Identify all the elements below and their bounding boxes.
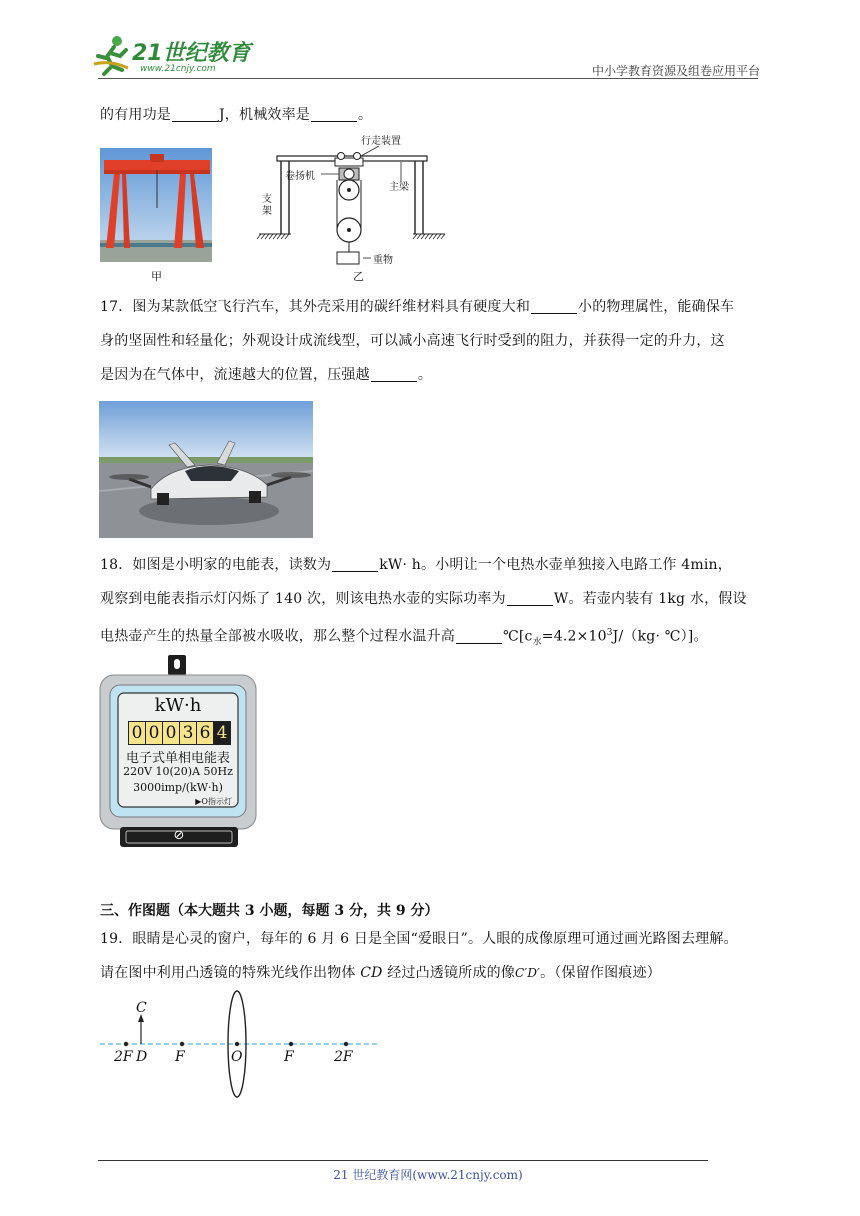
- meter-imp: 3000imp/(kW·h): [133, 781, 223, 794]
- section-title: 三、作图题（本大题共 3 小题，每题 3 分，共 9 分）: [100, 903, 439, 919]
- label-winch: 卷扬机: [285, 171, 315, 182]
- meter-bottom-icon: ⊘: [173, 828, 185, 843]
- footer-divider: [98, 1160, 708, 1161]
- runner-logo-icon: [92, 34, 132, 76]
- meter-unit: kW·h: [154, 695, 202, 716]
- meter-digit: 3: [180, 722, 197, 744]
- meter-digit: 0: [146, 722, 163, 744]
- fig-caption-jia: 甲: [151, 270, 162, 283]
- q16-text: 的有用功是 J，机械效率是 。: [100, 107, 373, 123]
- crane-diagram: [255, 132, 455, 282]
- label-beam: 主梁: [389, 182, 409, 193]
- q18-line1: 18．如图是小明家的电能表，读数为 kW· h。小明让一个电热水壶单独接入电路工作 4min，: [100, 557, 732, 573]
- fig-caption-yi: 乙: [353, 270, 364, 283]
- answer-blank[interactable]: [311, 107, 357, 122]
- answer-blank[interactable]: [531, 299, 577, 314]
- label-F-left: F: [175, 1049, 185, 1065]
- flying-car-photo: [99, 401, 313, 538]
- meter-digit: 0: [163, 722, 180, 744]
- meter-type: 电子式单相电能表: [125, 751, 230, 766]
- answer-blank[interactable]: [507, 591, 553, 606]
- logo-main-text: 21世纪教育: [132, 41, 251, 66]
- q19-line2: 请在图中利用凸透镜的特殊光线作出物体 CD 经过凸透镜所成的像C′D′。（保留作图痕迹）: [100, 965, 661, 981]
- logo-sub-text: www.21cnjy.com: [140, 64, 216, 74]
- platform-title: 中小学教育资源及组卷应用平台: [591, 64, 760, 78]
- q17-line1: 17．图为某款低空飞行汽车，其外壳采用的碳纤维材料具有硬度大和 小的物理属性，能确保车: [100, 299, 735, 315]
- label-support: 支架: [262, 194, 272, 217]
- label-2F-left: 2F: [114, 1049, 133, 1065]
- q18-line3: 电热壶产生的热量全部被水吸收，那么整个过程水温升高 $℃[c_水=4.2\times 10^3J/(kg\cdot$ ℃）]。: [100, 628, 708, 648]
- lens-diagram: [98, 988, 388, 1100]
- label-O: O: [231, 1049, 243, 1065]
- answer-blank[interactable]: [456, 629, 502, 644]
- meter-digits: [128, 721, 231, 745]
- meter-digit: 6: [197, 722, 214, 744]
- q18-line2: 观察到电能表指示灯闪烁了 140 次，则该电热水壶的实际功率为 W。若壶内装有 1kg 水，假设: [100, 591, 747, 607]
- answer-blank[interactable]: [172, 107, 218, 122]
- label-2F-right: 2F: [334, 1049, 353, 1065]
- energy-meter: [98, 655, 258, 851]
- header-divider: [98, 78, 758, 79]
- label-walker: 行走装置: [361, 136, 401, 147]
- answer-blank[interactable]: [332, 557, 378, 572]
- label-weight: 重物: [373, 255, 393, 266]
- header-logo: [92, 34, 262, 78]
- answer-blank[interactable]: [371, 367, 417, 382]
- meter-spec: 220V 10(20)A 50Hz: [123, 765, 233, 778]
- label-D: D: [136, 1049, 148, 1065]
- q19-line1: 19．眼睛是心灵的窗户，每年的 6 月 6 日是全国“爱眼日”。人眼的成像原理可通过画光路图去理解。: [100, 931, 738, 947]
- label-F-right: F: [284, 1049, 294, 1065]
- crane-photo: [100, 148, 212, 262]
- meter-digit-decimal: 4: [214, 722, 230, 744]
- label-C: C: [136, 1000, 147, 1016]
- meter-indicator: ▶O指示灯: [195, 797, 232, 806]
- q17-line2: 身的坚固性和轻量化；外观设计成流线型，可以减小高速飞行时受到的阻力，并获得一定的升力，这: [100, 333, 725, 349]
- q17-line3: 是因为在气体中，流速越大的位置，压强越 。: [100, 367, 433, 383]
- footer-text: 21 世纪教育网(www.21cnjy.com): [333, 1168, 523, 1182]
- meter-digit: 0: [129, 722, 146, 744]
